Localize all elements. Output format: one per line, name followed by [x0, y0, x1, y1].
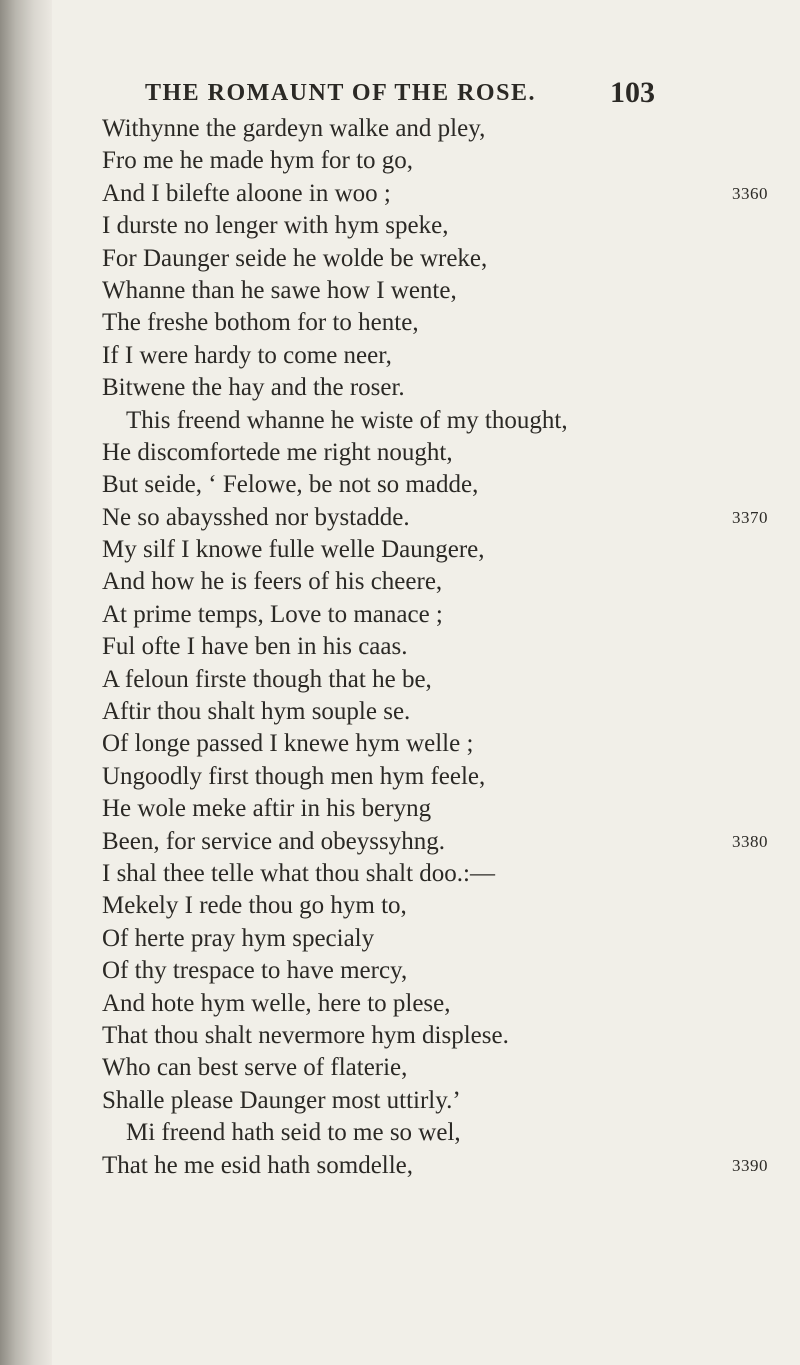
verse-text: Who can best serve of flaterie, [102, 1054, 408, 1082]
verse-text: Ne so abaysshed nor bystadde. [102, 503, 410, 531]
verse-line [102, 210, 792, 242]
verse-line [102, 826, 792, 858]
verse-text: Fro me he made hym for to go, [102, 147, 414, 175]
verse-line [102, 113, 792, 145]
verse-text: At prime temps, Love to manace ; [102, 600, 443, 628]
verse-line [102, 534, 792, 566]
verse-line [102, 599, 792, 631]
verse-line [102, 728, 792, 760]
verse-line [102, 696, 792, 728]
verse-text: If I were hardy to come neer, [102, 341, 392, 369]
verse-text: Ungoodly first though men hym feele, [102, 762, 486, 790]
verse-line [102, 890, 792, 922]
verse-text: And I bilefte aloone in woo ; [102, 179, 391, 207]
verse-text: Mi freend hath seid to me so wel, [126, 1119, 461, 1147]
verse-line [102, 178, 792, 210]
verse-line [102, 631, 792, 663]
verse-text: Been, for service and obeyssyhng. [102, 827, 445, 855]
verse-line [102, 1150, 792, 1182]
verse-line [102, 1117, 792, 1149]
verse-line [102, 145, 792, 177]
verse-line [102, 858, 792, 890]
verse-text: That thou shalt nevermore hym displese. [102, 1021, 509, 1049]
verse-line [102, 502, 792, 534]
verse-line [102, 923, 792, 955]
verse-text: Of longe passed I knewe hym welle ; [102, 730, 474, 758]
verse-line [102, 307, 792, 339]
verse-text: Bitwene the hay and the roser. [102, 374, 405, 402]
verse-line [102, 243, 792, 275]
verse-text: That he me esid hath somdelle, [102, 1151, 414, 1179]
book-gutter-shadow [0, 0, 52, 1365]
verse-text: I durste no lenger with hym speke, [102, 212, 449, 240]
verse-text: Mekely I rede thou go hym to, [102, 892, 407, 920]
poem-body [102, 113, 792, 1182]
verse-text: A feloun firste though that he be, [102, 665, 432, 693]
verse-line [102, 988, 792, 1020]
verse-line [102, 761, 792, 793]
verse-line [102, 566, 792, 598]
running-title: THE ROMAUNT OF THE ROSE. [145, 80, 536, 106]
verse-line [102, 275, 792, 307]
verse-line [102, 469, 792, 501]
verse-text: And how he is feers of his cheere, [102, 568, 443, 596]
verse-line [102, 340, 792, 372]
verse-text: This freend whanne he wiste of my thought, [126, 406, 568, 434]
verse-line [102, 372, 792, 404]
line-number: 3380 [732, 831, 768, 851]
verse-line [102, 1052, 792, 1084]
verse-text: I shal thee telle what thou shalt doo.:— [102, 859, 495, 887]
verse-text: He discomfortede me right nought, [102, 438, 453, 466]
verse-text: Aftir thou shalt hym souple se. [102, 698, 411, 726]
verse-text: For Daunger seide he wolde be wreke, [102, 244, 488, 272]
verse-text: Of herte pray hym specialy [102, 924, 375, 952]
verse-text: Whanne than he sawe how I wente, [102, 276, 457, 304]
line-number: 3370 [732, 507, 768, 527]
verse-text: Shalle please Daunger most uttirly.’ [102, 1086, 461, 1114]
verse-text: The freshe bothom for to hente, [102, 309, 419, 337]
verse-line [102, 437, 792, 469]
verse-line [102, 1020, 792, 1052]
verse-text: He wole meke aftir in his beryng [102, 795, 432, 823]
line-number: 3390 [732, 1155, 768, 1175]
verse-text: Of thy trespace to have mercy, [102, 957, 408, 985]
page-header [145, 76, 655, 116]
page-number: 103 [610, 76, 655, 109]
verse-text: Withynne the gardeyn walke and pley, [102, 115, 486, 142]
verse-line [102, 405, 792, 437]
verse-text: But seide, ‘ Felowe, be not so madde, [102, 471, 479, 499]
verse-text: And hote hym welle, here to plese, [102, 989, 451, 1017]
verse-text: My silf I knowe fulle welle Daungere, [102, 536, 485, 564]
verse-line [102, 1085, 792, 1117]
verse-line [102, 793, 792, 825]
verse-line [102, 955, 792, 987]
line-number: 3360 [732, 183, 768, 203]
verse-text: Ful ofte I have ben in his caas. [102, 633, 408, 661]
verse-line [102, 664, 792, 696]
